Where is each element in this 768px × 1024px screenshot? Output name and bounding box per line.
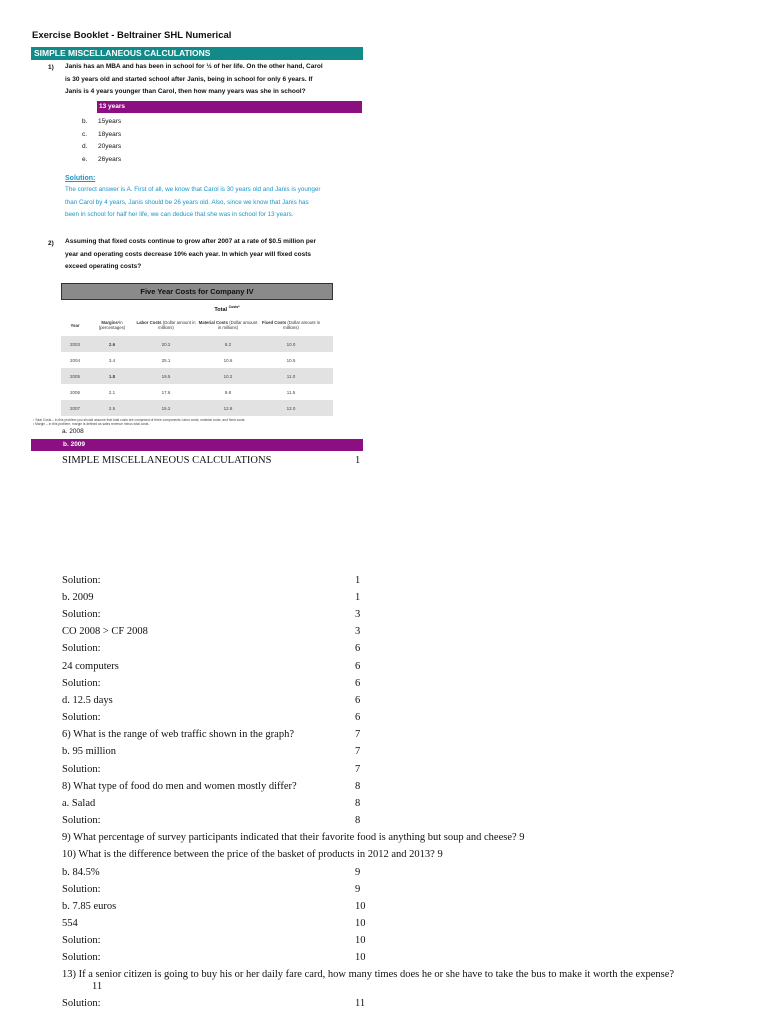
question-2-text xyxy=(65,236,365,274)
solution-line: than Carol by 4 years, Janis should be 26 years old. Also, since we know that Janis has xyxy=(65,198,309,206)
toc-entry[interactable]: 13) If a senior citizen is going to buy his or her daily fare card, how many times does he or she have to take the bus to make it worth the expense? xyxy=(62,969,675,980)
toc-entry[interactable]: 11 xyxy=(92,981,103,992)
table-header-cell: Year xyxy=(70,322,80,328)
toc-entry[interactable]: CO 2008 > CF 2008 3 xyxy=(62,626,361,637)
table-row: 2006 2.1 17.6 9.8 11.5 xyxy=(69,389,296,395)
toc-entry[interactable]: Solution: 6 xyxy=(62,712,361,723)
question-line: Assuming that fixed costs continue to grow after 2007 at a rate of $0.5 million per xyxy=(65,238,317,245)
toc-entry[interactable]: Solution: 6 xyxy=(62,678,361,689)
question-1-options xyxy=(82,116,121,166)
toc-entry[interactable]: 554 10 xyxy=(62,918,366,929)
footnote: ¹ Total Costs – in this problem you should assume that total costs are comprised of three components: labor costs, material costs, and fixed costs. xyxy=(33,418,246,422)
question-1-selected-answer: 13 years xyxy=(97,101,362,113)
toc-entry[interactable]: b. 7.85 euros 10 xyxy=(62,901,366,912)
table-header-row xyxy=(61,314,333,336)
toc-entry[interactable]: 10) What is the difference between the price of the basket of products in 2012 and 2013? 9 xyxy=(62,849,443,860)
toc-entry[interactable]: d. 12.5 days 6 xyxy=(62,695,361,706)
toc-entry[interactable]: 8) What type of food do men and women mostly differ? 8 xyxy=(62,781,361,792)
question-line: year and operating costs decrease 10% each year. In which year will fixed costs xyxy=(65,250,312,258)
question-line: is 30 years old and started school after Janis, being in school for only 6 years. If xyxy=(65,75,313,83)
toc-entry[interactable]: Solution: 11 xyxy=(62,998,366,1009)
booklet-title: Exercise Booklet - Beltrainer SHL Numerical xyxy=(32,30,232,41)
question-line: Janis has an MBA and has been in school for ½ of her life. On the other hand, Carol xyxy=(65,63,323,70)
table-row: 2003 2.6 20.2 8.2 10.0 xyxy=(61,336,333,352)
toc-entry[interactable]: Solution: 10 xyxy=(62,952,366,963)
solution-line: been in school for half her life, we can deduce that she was in school for 13 years. xyxy=(65,211,294,219)
table-header-cell: Fixed Costs (Dollar amount in millions) xyxy=(261,320,321,330)
costs-table xyxy=(61,283,333,416)
option-b: b. 15years xyxy=(82,118,122,125)
option-a: a. 2008 xyxy=(62,428,84,435)
toc-entry[interactable]: Solution: 3 xyxy=(62,609,361,620)
toc-entry[interactable]: 24 computers 6 xyxy=(62,661,361,672)
table-row: 2004 3.4 25.1 10.6 10.5 xyxy=(69,357,296,363)
question-1-number: 1) xyxy=(48,64,54,71)
solution-text xyxy=(65,184,365,222)
toc-entry[interactable]: Solution: 7 xyxy=(62,764,361,775)
toc-entry[interactable]: b. 84.5% 9 xyxy=(62,867,361,878)
solution-line: The correct answer is A. First of all, we know that Carol is 30 years old and Janis is younger xyxy=(65,186,321,193)
solution-heading: Solution: xyxy=(65,175,96,182)
toc-entry[interactable]: Solution: 1 xyxy=(62,575,361,586)
toc-entry[interactable]: a. Salad 8 xyxy=(62,798,361,809)
question-line: Janis is 4 years younger than Carol, then how many years was she in school? xyxy=(65,88,306,95)
question-1-text xyxy=(65,61,365,99)
toc-entry[interactable]: 6) What is the range of web traffic shown in the graph? 7 xyxy=(62,729,361,740)
toc-entry[interactable]: Solution: 10 xyxy=(62,935,366,946)
table-header-cell: Labor Costs (Dollar amount in millions) xyxy=(136,320,196,330)
toc-entry[interactable]: b. 2009 1 xyxy=(62,592,361,603)
toc-entry[interactable]: Solution: 8 xyxy=(62,815,361,826)
footnote: ² Margin – in this problem, margin is defined as sales revenue minus total costs. xyxy=(33,422,150,426)
toc-entry[interactable]: SIMPLE MISCELLANEOUS CALCULATIONS 1 xyxy=(62,455,361,466)
toc-entry[interactable]: 9) What percentage of survey participants indicated that their favorite food is anything but soup and cheese? 9 xyxy=(62,832,525,843)
table-header-cell: Margins²in (percentages) xyxy=(98,320,126,330)
table-header-cell: Material Costs (Dollar amount in millions) xyxy=(198,320,258,330)
option-d: d. 20years xyxy=(82,143,122,150)
table-title: Five Year Costs for Company IV xyxy=(61,283,333,300)
toc-entry[interactable]: Solution: 9 xyxy=(62,884,361,895)
toc-entry[interactable]: b. 95 million 7 xyxy=(62,746,361,757)
table-subtitle: Total $^{Costs*}$ xyxy=(214,305,240,313)
table-row: 2007 2.5 15.2 12.8 12.0 xyxy=(61,400,333,416)
table-row: 2005 1.8 19.5 10.2 11.0 xyxy=(61,368,333,384)
toc-entry[interactable]: Solution: 6 xyxy=(62,643,361,654)
section-header-bar: SIMPLE MISCELLANEOUS CALCULATIONS xyxy=(31,47,363,60)
option-c: c. 18years xyxy=(82,130,122,138)
option-e: e. 26years xyxy=(82,155,122,163)
question-line: exceed operating costs? xyxy=(65,263,142,270)
table-footnotes xyxy=(33,418,363,426)
question-2-number: 2) xyxy=(48,240,54,247)
question-2-selected-answer: b. 2009 xyxy=(31,439,363,451)
